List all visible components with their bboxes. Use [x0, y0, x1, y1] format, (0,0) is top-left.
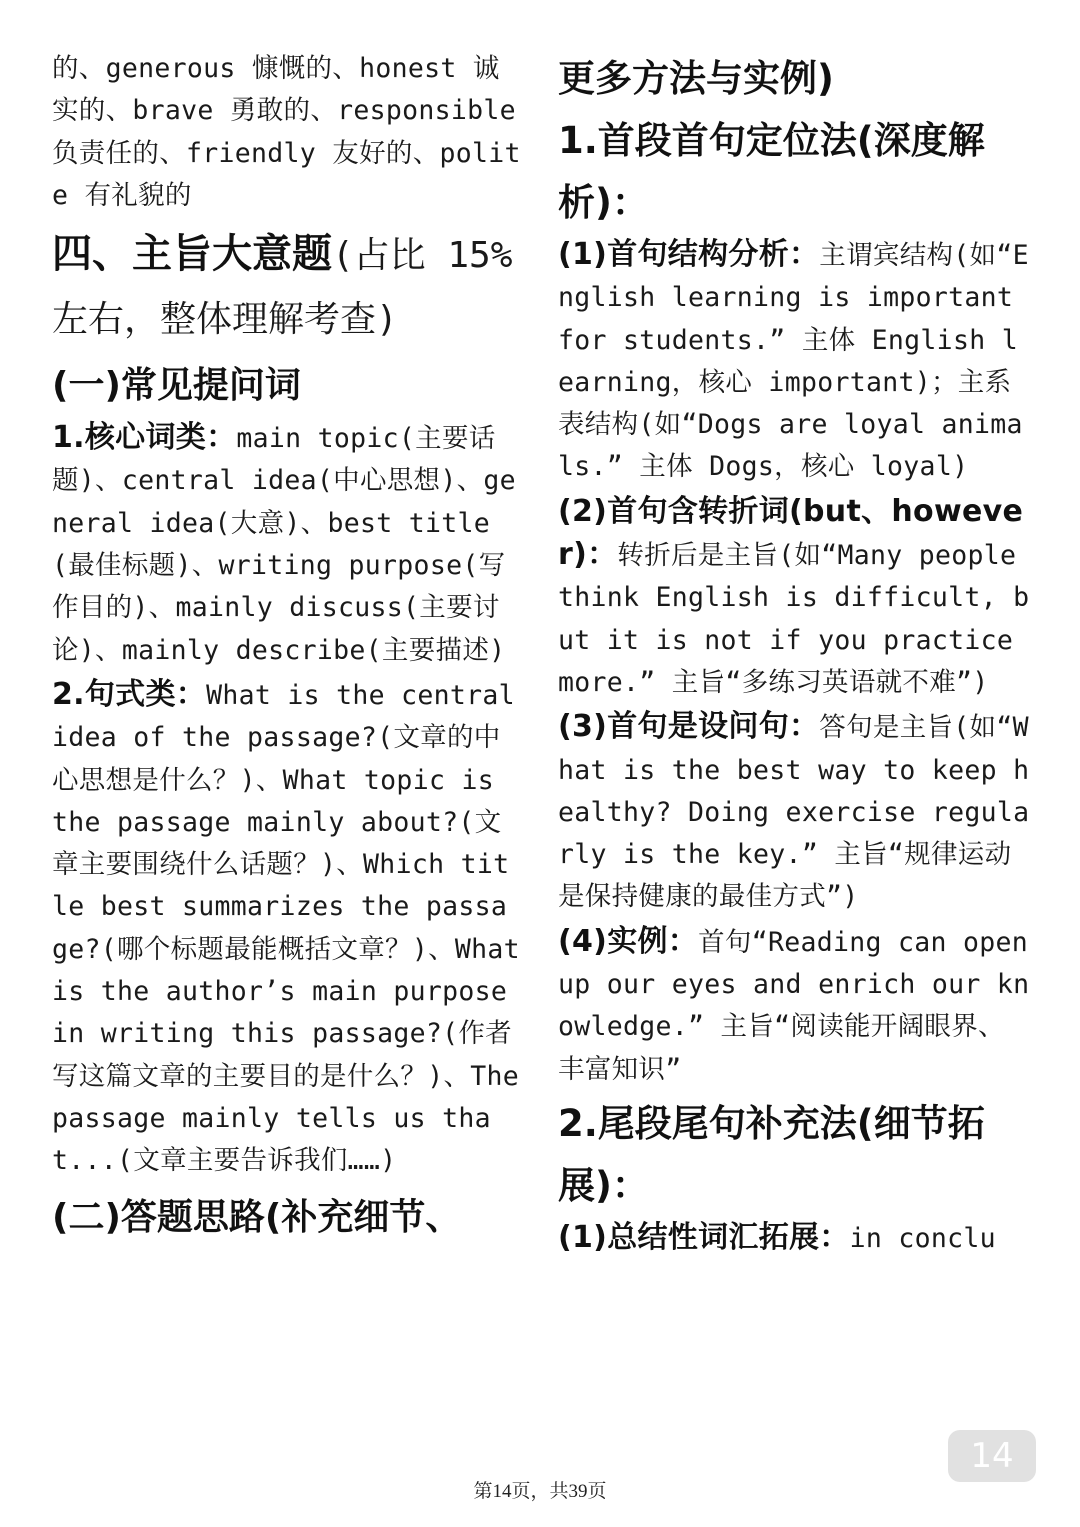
example-item: [558, 921, 1030, 1091]
right-column: [558, 48, 1030, 1262]
section-four-title: 四、主旨大意题: [52, 231, 332, 278]
more-methods-heading: 更多方法与实例): [558, 57, 834, 100]
core-words-label: 1.核心词类：: [52, 420, 237, 456]
structure-analysis-item: [558, 234, 1030, 489]
core-words-text: main topic(主要话题)、central idea(中心思想)、general idea(大意)、best title(最佳标题)、writing purpose(写作目的)、mainly discuss(主要讨论)、mainly describe(主要描述): [52, 423, 516, 666]
sentence-patterns-item: [52, 674, 522, 1183]
page-number-badge[interactable]: 14: [948, 1430, 1036, 1482]
summary-words-text: in conclu: [849, 1222, 996, 1254]
summary-words-label: (1)总结性词汇拓展：: [558, 1219, 850, 1255]
section-four-heading: [52, 223, 522, 351]
continued-adjective-list: 的、generous 慷慨的、honest 诚实的、brave 勇敢的、responsible 负责任的、friendly 友好的、polite 有礼貌的: [52, 53, 521, 211]
rhetorical-question-label: (3)首句是设问句：: [558, 709, 820, 745]
structure-analysis-label: (1)首句结构分析：: [558, 237, 820, 272]
last-sentence-method-heading: 2.尾段尾句补充法(细节拓展)：: [558, 1101, 985, 1207]
summary-words-item: [558, 1217, 1030, 1260]
first-sentence-method-heading: 1.首段首句定位法(深度解析)：: [558, 119, 985, 224]
answer-approach-heading: (二)答题思路(补充细节、: [52, 1196, 462, 1238]
transition-word-label: (2)首句含转折词(but、however)：: [558, 493, 1024, 573]
sentence-patterns-text: What is the central idea of the passage?(文章的中心思想是什么？)、What topic is the passage mainly about?(文章主要围绕什么话题？)、Which title best summarizes the passage?(哪个标题最能概括文章？)、What is the author’s main purpose in writing this passage?(作者写这篇文章的主要目的是什么？)、The passage mainly tells us that...(文章主要告诉我们……): [52, 679, 520, 1177]
structure-analysis-text: 主谓宾结构(如“English learning is important for students.” 主体 English learning，核心 important)；主系表结构(如“Dogs are loyal animals.” 主体 Dogs，核心 loyal): [558, 240, 1029, 483]
transition-word-item: [558, 491, 1030, 704]
example-label: (4)实例：: [558, 923, 699, 959]
example-text: 首句“Reading can open up our eyes and enrich our knowledge.” 主旨“阅读能开阔眼界、丰富知识”: [558, 926, 1030, 1085]
sentence-patterns-label: 2.句式类：: [52, 676, 207, 712]
common-question-words-heading: (一)常见提问词: [52, 365, 301, 407]
transition-word-text: 转折后是主旨(如“Many people think English is difficult, but it is not if you practice more.” 主旨“多练习英语就不难”): [558, 540, 1030, 698]
section-four-note: (占比 15% 左右，整体理解考查): [52, 235, 513, 341]
rhetorical-question-item: [558, 706, 1030, 918]
rhetorical-question-text: 答句是主旨(如“What is the best way to keep healthy? Doing exercise regularly is the key.” 主旨“规律运动是保持健康的最佳方式”): [558, 712, 1030, 913]
core-words-item: [52, 417, 522, 672]
left-column: [52, 48, 522, 1249]
page-footer: 第14页，共39页: [473, 1481, 607, 1502]
